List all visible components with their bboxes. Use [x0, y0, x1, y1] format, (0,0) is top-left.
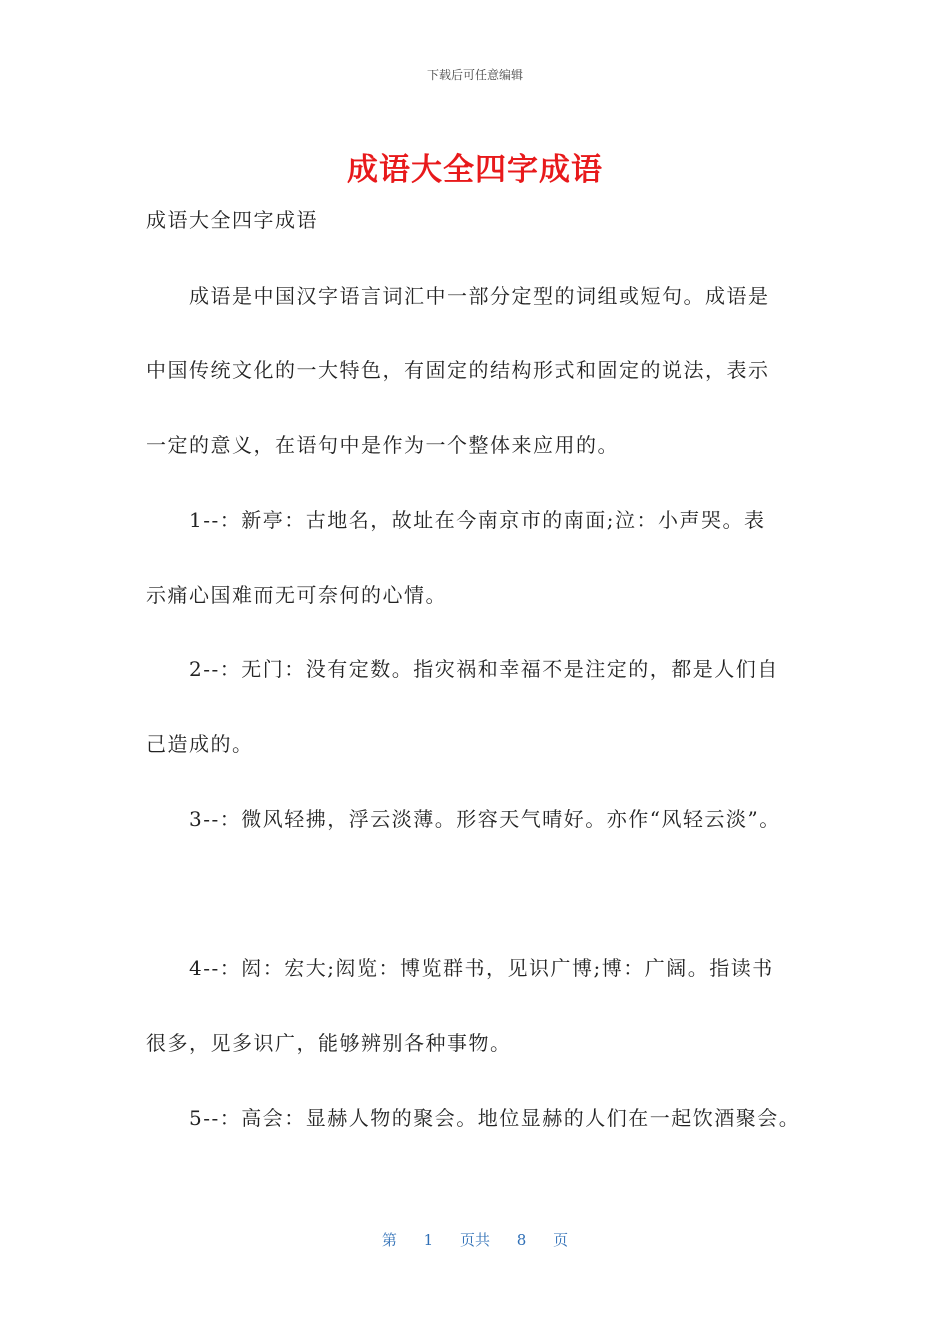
body-line: 3--：微风轻拂，浮云淡薄。形容天气晴好。亦作“风轻云淡”。: [146, 807, 781, 831]
body-line: 很多，见多识广，能够辨别各种事物。: [146, 1031, 512, 1055]
body-line: 1--：新亭：古地名，故址在今南京市的南面;泣：小声哭。表: [146, 508, 766, 532]
body-line: 成语是中国汉字语言词汇中一部分定型的词组或短句。成语是: [146, 284, 770, 308]
body-line: 2--：无门：没有定数。指灾祸和幸福不是注定的，都是人们自: [146, 657, 779, 681]
footer-total-pages: 8: [516, 1231, 527, 1249]
page-footer: [0, 1229, 950, 1250]
page-header: 下载后可任意编辑: [426, 68, 523, 82]
body-line: 一定的意义，在语句中是作为一个整体来应用的。: [146, 433, 619, 457]
body-line: 5--：高会：显赫人物的聚会。地位显赫的人们在一起饮酒聚会。: [146, 1106, 801, 1130]
body-line: 己造成的。: [146, 732, 254, 756]
footer-middle: 页共: [459, 1231, 490, 1249]
footer-suffix: 页: [553, 1231, 569, 1249]
body-line: 成语大全四字成语: [146, 208, 318, 232]
footer-page-number: 1: [423, 1231, 434, 1249]
body-line: 4--：闳：宏大;闳览：博览群书，见识广博;博：广阔。指读书: [146, 956, 774, 980]
document-title: 成语大全四字成语: [347, 152, 603, 188]
body-line: 示痛心国难而无可奈何的心情。: [146, 583, 447, 607]
footer-prefix: 第: [381, 1231, 397, 1249]
body-line: 中国传统文化的一大特色，有固定的结构形式和固定的说法，表示: [146, 358, 770, 382]
